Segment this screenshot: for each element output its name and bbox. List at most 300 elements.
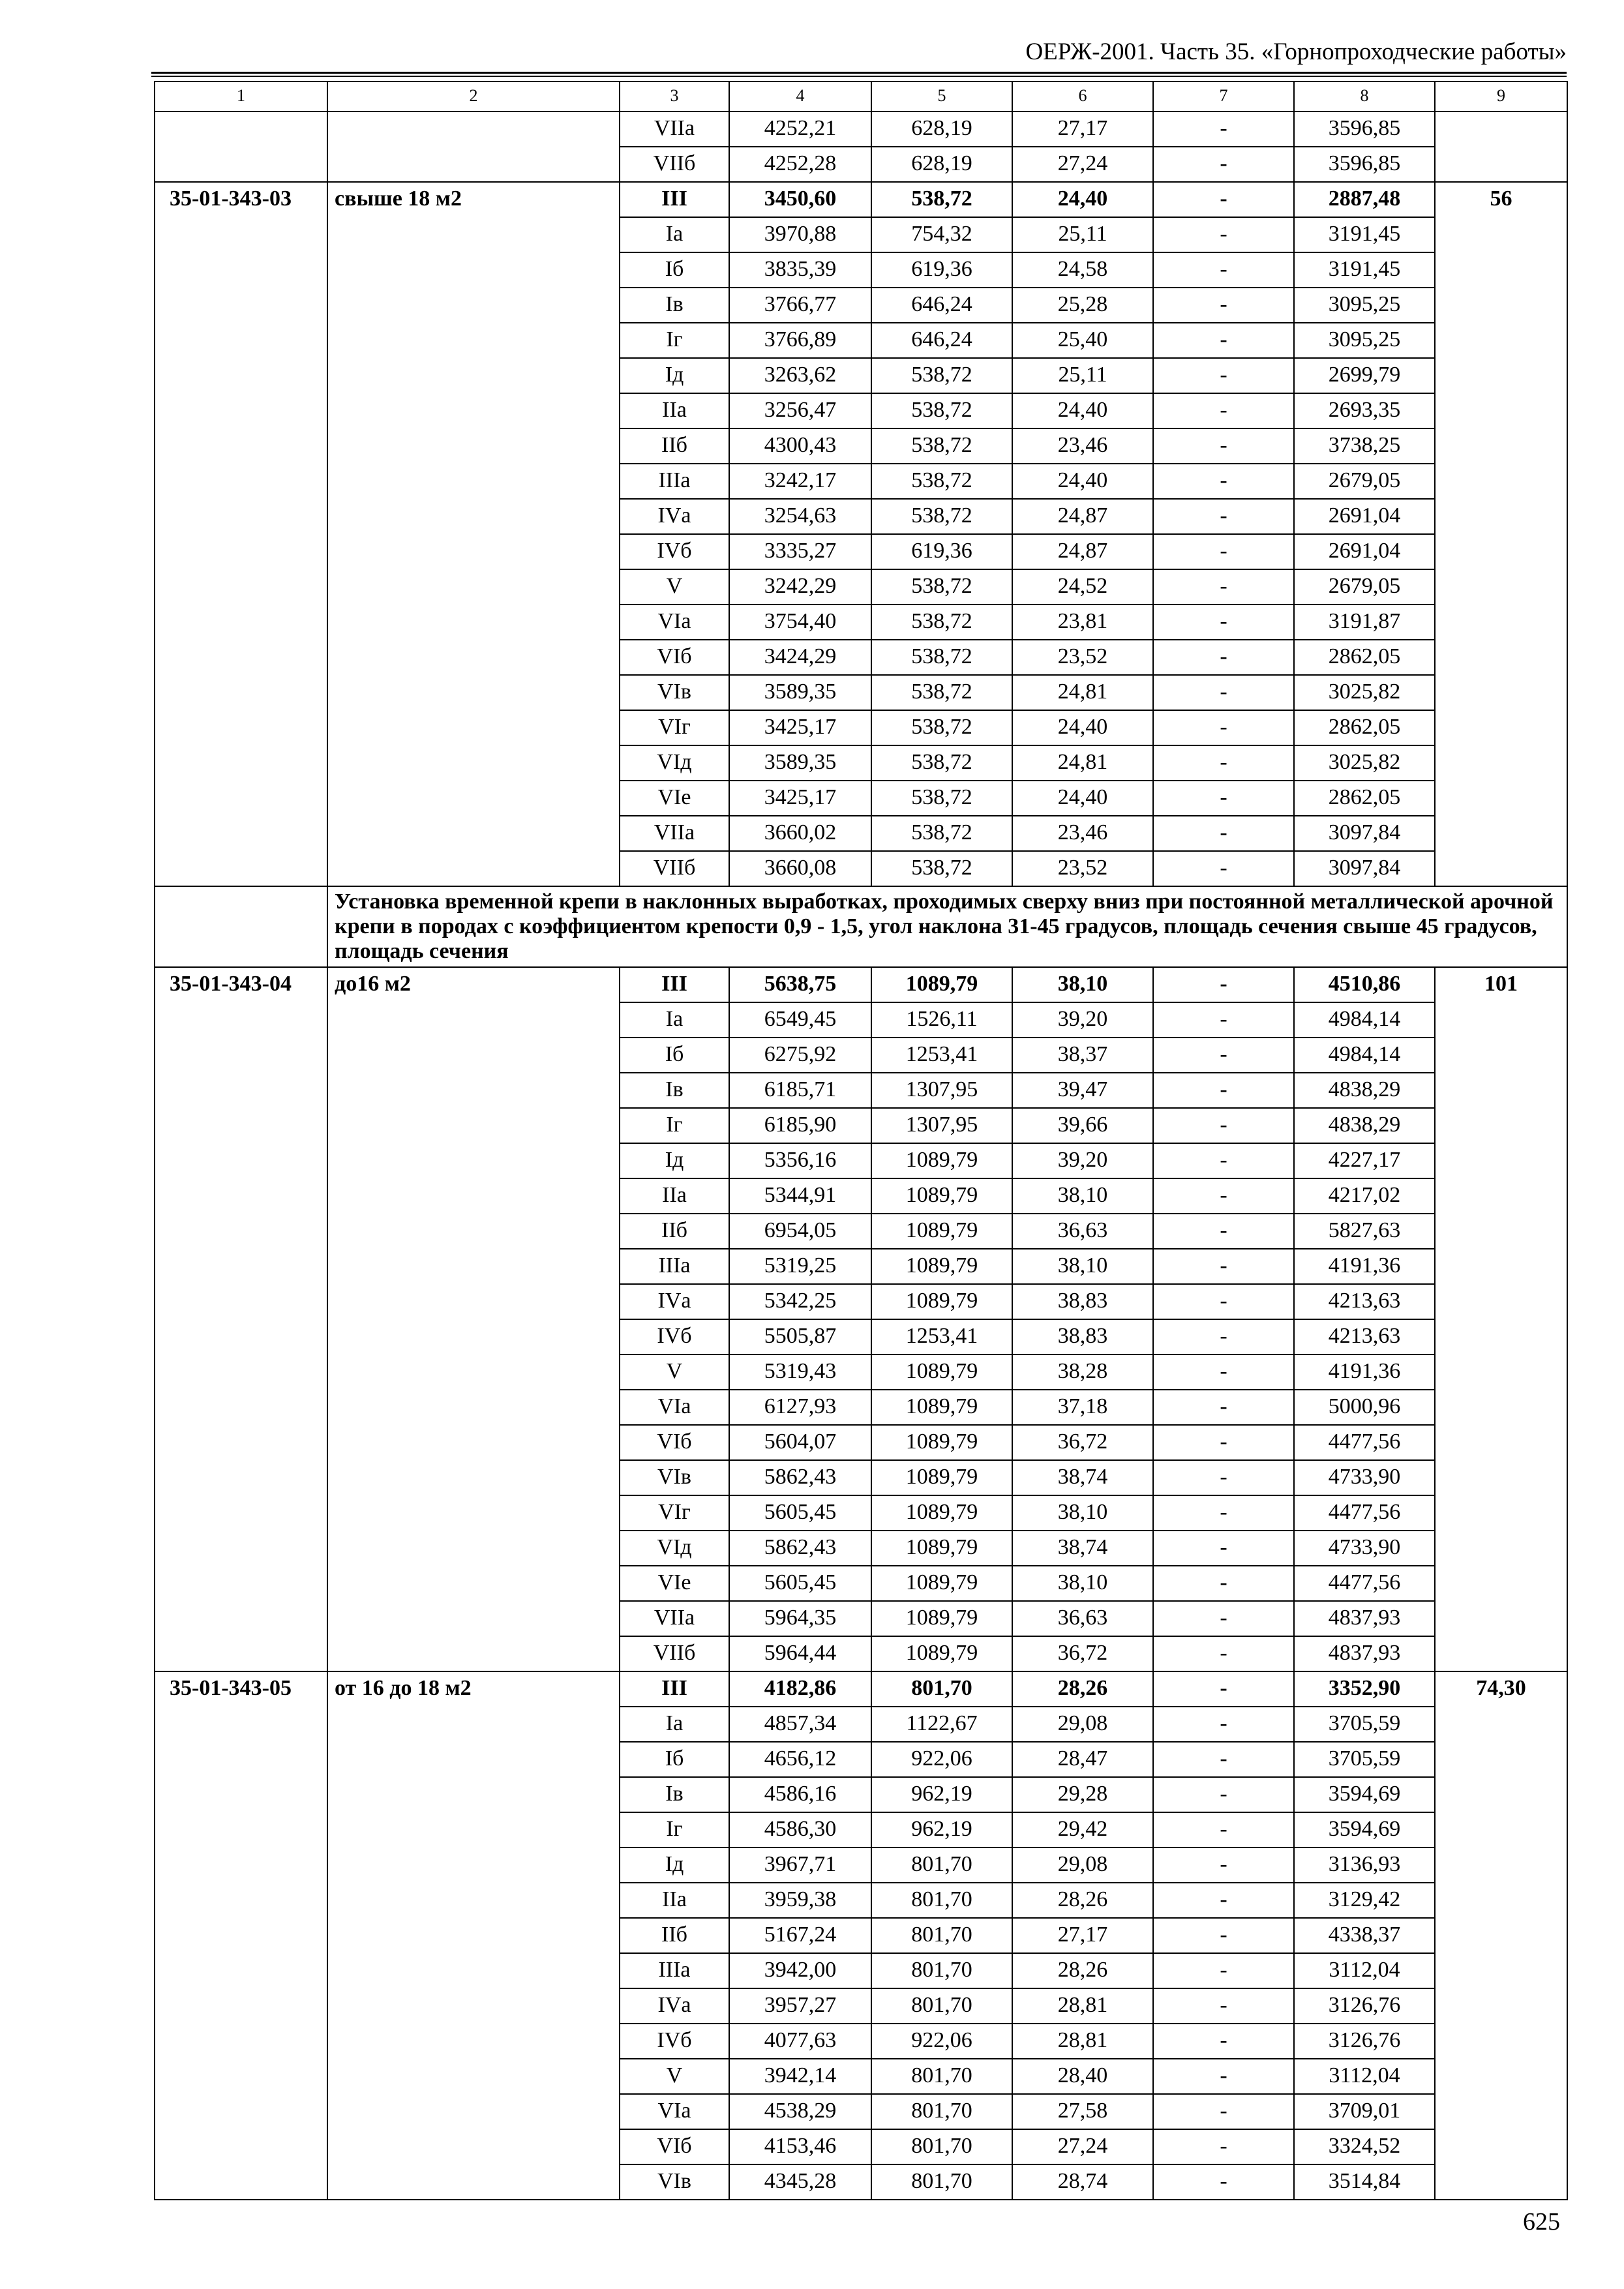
- section-blank-cell: [155, 886, 327, 967]
- class-cell: IVа: [620, 1284, 729, 1319]
- wages-cell: 801,70: [871, 1671, 1012, 1707]
- column-number-1: 1: [155, 82, 327, 112]
- materials-cell: 3324,52: [1294, 2129, 1435, 2164]
- materials-cell: 4837,93: [1294, 1636, 1435, 1671]
- materials-cell: 3097,84: [1294, 851, 1435, 886]
- total-cell: 3754,40: [729, 605, 871, 640]
- total-cell: 4077,63: [729, 2024, 871, 2059]
- materials-cell: 3025,82: [1294, 745, 1435, 781]
- class-cell: Iа: [620, 1707, 729, 1742]
- machines-cell: 27,17: [1012, 112, 1153, 147]
- machines-cell: 38,74: [1012, 1460, 1153, 1495]
- machines-cell: 36,72: [1012, 1636, 1153, 1671]
- wages-cell: 1089,79: [871, 1390, 1012, 1425]
- materials-cell: 4733,90: [1294, 1531, 1435, 1566]
- class-cell: V: [620, 2059, 729, 2094]
- machines-cell: 27,58: [1012, 2094, 1153, 2129]
- total-cell: 4538,29: [729, 2094, 871, 2129]
- driver-wages-cell: -: [1153, 1002, 1294, 1038]
- machines-cell: 24,81: [1012, 745, 1153, 781]
- total-cell: 4252,28: [729, 147, 871, 182]
- driver-wages-cell: -: [1153, 781, 1294, 816]
- driver-wages-cell: -: [1153, 2164, 1294, 2200]
- driver-wages-cell: -: [1153, 1531, 1294, 1566]
- class-cell: VIIа: [620, 112, 729, 147]
- total-cell: 4182,86: [729, 1671, 871, 1707]
- class-cell: Iв: [620, 288, 729, 323]
- driver-wages-cell: -: [1153, 1918, 1294, 1953]
- class-cell: Iа: [620, 1002, 729, 1038]
- wages-cell: 1089,79: [871, 1249, 1012, 1284]
- driver-wages-cell: -: [1153, 323, 1294, 358]
- machines-cell: 23,46: [1012, 816, 1153, 851]
- wages-cell: 962,19: [871, 1777, 1012, 1812]
- class-cell: VIд: [620, 745, 729, 781]
- materials-cell: 4477,56: [1294, 1495, 1435, 1531]
- class-cell: IIIа: [620, 1249, 729, 1284]
- rate-code: [155, 112, 327, 182]
- class-cell: VIд: [620, 1531, 729, 1566]
- machines-cell: 38,10: [1012, 1249, 1153, 1284]
- wages-cell: 801,70: [871, 1918, 1012, 1953]
- class-cell: VIа: [620, 605, 729, 640]
- materials-cell: 3126,76: [1294, 2024, 1435, 2059]
- wages-cell: 619,36: [871, 252, 1012, 288]
- driver-wages-cell: -: [1153, 1707, 1294, 1742]
- class-cell: IVб: [620, 1319, 729, 1354]
- class-cell: IIа: [620, 1883, 729, 1918]
- machines-cell: 29,42: [1012, 1812, 1153, 1848]
- wages-cell: 754,32: [871, 217, 1012, 252]
- wages-cell: 1089,79: [871, 1460, 1012, 1495]
- total-cell: 5862,43: [729, 1531, 871, 1566]
- wages-cell: 538,72: [871, 569, 1012, 605]
- rate-name: свыше 18 м2: [327, 182, 620, 886]
- class-cell: Iд: [620, 1848, 729, 1883]
- wages-cell: 801,70: [871, 2164, 1012, 2200]
- class-cell: III: [620, 967, 729, 1002]
- machines-cell: 24,40: [1012, 710, 1153, 745]
- wages-cell: 619,36: [871, 534, 1012, 569]
- wages-cell: 646,24: [871, 323, 1012, 358]
- class-cell: VIб: [620, 640, 729, 675]
- wages-cell: 538,72: [871, 675, 1012, 710]
- materials-cell: 4510,86: [1294, 967, 1435, 1002]
- materials-cell: 4984,14: [1294, 1038, 1435, 1073]
- materials-cell: 3514,84: [1294, 2164, 1435, 2200]
- machines-cell: 24,40: [1012, 182, 1153, 217]
- driver-wages-cell: -: [1153, 534, 1294, 569]
- materials-cell: 4477,56: [1294, 1425, 1435, 1460]
- table-row: [155, 967, 1567, 1002]
- materials-cell: 2679,05: [1294, 464, 1435, 499]
- class-cell: Iа: [620, 217, 729, 252]
- machines-cell: 29,08: [1012, 1848, 1153, 1883]
- wages-cell: 1307,95: [871, 1108, 1012, 1143]
- wages-cell: 538,72: [871, 781, 1012, 816]
- total-cell: 3957,27: [729, 1988, 871, 2024]
- machines-cell: 29,08: [1012, 1707, 1153, 1742]
- materials-cell: 4838,29: [1294, 1073, 1435, 1108]
- driver-wages-cell: -: [1153, 182, 1294, 217]
- total-cell: 3959,38: [729, 1883, 871, 1918]
- materials-cell: 3129,42: [1294, 1883, 1435, 1918]
- driver-wages-cell: -: [1153, 1354, 1294, 1390]
- table-row: [155, 112, 1567, 147]
- driver-wages-cell: -: [1153, 816, 1294, 851]
- materials-cell: 3738,25: [1294, 428, 1435, 464]
- total-cell: 5167,24: [729, 1918, 871, 1953]
- total-cell: 4586,30: [729, 1812, 871, 1848]
- driver-wages-cell: -: [1153, 1953, 1294, 1988]
- column-number-9: 9: [1435, 82, 1567, 112]
- driver-wages-cell: -: [1153, 710, 1294, 745]
- total-cell: 6185,90: [729, 1108, 871, 1143]
- machines-cell: 23,52: [1012, 640, 1153, 675]
- class-cell: IIб: [620, 428, 729, 464]
- machines-cell: 25,11: [1012, 217, 1153, 252]
- class-cell: VIв: [620, 675, 729, 710]
- class-cell: VIе: [620, 781, 729, 816]
- machines-cell: 38,74: [1012, 1531, 1153, 1566]
- class-cell: VIIа: [620, 1601, 729, 1636]
- driver-wages-cell: -: [1153, 640, 1294, 675]
- class-cell: VIа: [620, 1390, 729, 1425]
- rates-table: [154, 81, 1568, 2200]
- materials-cell: 3594,69: [1294, 1812, 1435, 1848]
- driver-wages-cell: -: [1153, 1425, 1294, 1460]
- rate-code: 35-01-343-03: [155, 182, 327, 886]
- driver-wages-cell: -: [1153, 1143, 1294, 1178]
- class-cell: IVа: [620, 1988, 729, 2024]
- total-cell: 6185,71: [729, 1073, 871, 1108]
- class-cell: VIIб: [620, 147, 729, 182]
- class-cell: III: [620, 1671, 729, 1707]
- wages-cell: 1089,79: [871, 1495, 1012, 1531]
- machines-cell: 28,74: [1012, 2164, 1153, 2200]
- materials-cell: 4191,36: [1294, 1354, 1435, 1390]
- driver-wages-cell: -: [1153, 288, 1294, 323]
- rate-code: 35-01-343-05: [155, 1671, 327, 2200]
- materials-cell: 3191,87: [1294, 605, 1435, 640]
- machines-cell: 24,58: [1012, 252, 1153, 288]
- machines-cell: 23,52: [1012, 851, 1153, 886]
- wages-cell: 1089,79: [871, 967, 1012, 1002]
- materials-cell: 4838,29: [1294, 1108, 1435, 1143]
- driver-wages-cell: -: [1153, 675, 1294, 710]
- total-cell: 3450,60: [729, 182, 871, 217]
- class-cell: IIIа: [620, 464, 729, 499]
- materials-cell: 3596,85: [1294, 147, 1435, 182]
- materials-cell: 4217,02: [1294, 1178, 1435, 1214]
- materials-cell: 2693,35: [1294, 393, 1435, 428]
- machines-cell: 28,81: [1012, 1988, 1153, 2024]
- column-number-row: [155, 82, 1567, 112]
- machines-cell: 38,28: [1012, 1354, 1153, 1390]
- wages-cell: 801,70: [871, 1988, 1012, 2024]
- materials-cell: 4191,36: [1294, 1249, 1435, 1284]
- class-cell: Iб: [620, 1742, 729, 1777]
- materials-cell: 4477,56: [1294, 1566, 1435, 1601]
- table-row: [155, 1671, 1567, 1707]
- materials-cell: 4213,63: [1294, 1319, 1435, 1354]
- driver-wages-cell: -: [1153, 1108, 1294, 1143]
- total-cell: 3967,71: [729, 1848, 871, 1883]
- rate-name: [327, 112, 620, 182]
- driver-wages-cell: -: [1153, 605, 1294, 640]
- wages-cell: 538,72: [871, 393, 1012, 428]
- materials-cell: 3705,59: [1294, 1742, 1435, 1777]
- materials-cell: 4213,63: [1294, 1284, 1435, 1319]
- machines-cell: 38,83: [1012, 1319, 1153, 1354]
- column-number-6: 6: [1012, 82, 1153, 112]
- labor-cost-cell: [1435, 112, 1567, 182]
- wages-cell: 1122,67: [871, 1707, 1012, 1742]
- total-cell: 4345,28: [729, 2164, 871, 2200]
- driver-wages-cell: -: [1153, 2129, 1294, 2164]
- machines-cell: 24,40: [1012, 464, 1153, 499]
- class-cell: VIг: [620, 1495, 729, 1531]
- materials-cell: 3025,82: [1294, 675, 1435, 710]
- class-cell: Iг: [620, 1108, 729, 1143]
- total-cell: 4586,16: [729, 1777, 871, 1812]
- machines-cell: 27,24: [1012, 147, 1153, 182]
- class-cell: VIIб: [620, 1636, 729, 1671]
- class-cell: Iв: [620, 1777, 729, 1812]
- header-rule-top: [151, 72, 1567, 74]
- driver-wages-cell: -: [1153, 393, 1294, 428]
- materials-cell: 3705,59: [1294, 1707, 1435, 1742]
- driver-wages-cell: -: [1153, 217, 1294, 252]
- wages-cell: 801,70: [871, 1848, 1012, 1883]
- total-cell: 3424,29: [729, 640, 871, 675]
- driver-wages-cell: -: [1153, 428, 1294, 464]
- machines-cell: 24,87: [1012, 534, 1153, 569]
- wages-cell: 1089,79: [871, 1214, 1012, 1249]
- wages-cell: 538,72: [871, 851, 1012, 886]
- materials-cell: 3095,25: [1294, 288, 1435, 323]
- wages-cell: 538,72: [871, 464, 1012, 499]
- total-cell: 5605,45: [729, 1495, 871, 1531]
- total-cell: 6549,45: [729, 1002, 871, 1038]
- total-cell: 4252,21: [729, 112, 871, 147]
- wages-cell: 922,06: [871, 1742, 1012, 1777]
- materials-cell: 4338,37: [1294, 1918, 1435, 1953]
- total-cell: 3766,89: [729, 323, 871, 358]
- total-cell: 4153,46: [729, 2129, 871, 2164]
- driver-wages-cell: -: [1153, 1988, 1294, 2024]
- total-cell: 5342,25: [729, 1284, 871, 1319]
- machines-cell: 38,10: [1012, 1495, 1153, 1531]
- materials-cell: 3596,85: [1294, 112, 1435, 147]
- driver-wages-cell: -: [1153, 112, 1294, 147]
- machines-cell: 38,10: [1012, 967, 1153, 1002]
- wages-cell: 801,70: [871, 1953, 1012, 1988]
- wages-cell: 538,72: [871, 816, 1012, 851]
- materials-cell: 3112,04: [1294, 1953, 1435, 1988]
- total-cell: 3256,47: [729, 393, 871, 428]
- class-cell: Iв: [620, 1073, 729, 1108]
- machines-cell: 23,81: [1012, 605, 1153, 640]
- driver-wages-cell: -: [1153, 147, 1294, 182]
- total-cell: 3766,77: [729, 288, 871, 323]
- labor-cost-cell: 74,30: [1435, 1671, 1567, 2200]
- driver-wages-cell: -: [1153, 2059, 1294, 2094]
- materials-cell: 3191,45: [1294, 252, 1435, 288]
- machines-cell: 38,10: [1012, 1566, 1153, 1601]
- total-cell: 3589,35: [729, 745, 871, 781]
- materials-cell: 2679,05: [1294, 569, 1435, 605]
- wages-cell: 1089,79: [871, 1566, 1012, 1601]
- total-cell: 3660,02: [729, 816, 871, 851]
- materials-cell: 2691,04: [1294, 534, 1435, 569]
- section-heading: Установка временной крепи в наклонных выработках, проходимых сверху вниз при постоянной металлической арочной крепи в породах с коэффициентом крепости 0,9 - 1,5, угол наклона 31-45 градусов, площадь сечения свыше 45 градусов, площадь сечения: [327, 886, 1567, 967]
- driver-wages-cell: -: [1153, 252, 1294, 288]
- machines-cell: 39,47: [1012, 1073, 1153, 1108]
- machines-cell: 28,26: [1012, 1953, 1153, 1988]
- wages-cell: 1089,79: [871, 1178, 1012, 1214]
- labor-cost-cell: 56: [1435, 182, 1567, 886]
- machines-cell: 24,52: [1012, 569, 1153, 605]
- wages-cell: 801,70: [871, 2059, 1012, 2094]
- total-cell: 3970,88: [729, 217, 871, 252]
- driver-wages-cell: -: [1153, 1777, 1294, 1812]
- total-cell: 3835,39: [729, 252, 871, 288]
- wages-cell: 1526,11: [871, 1002, 1012, 1038]
- total-cell: 5604,07: [729, 1425, 871, 1460]
- wages-cell: 922,06: [871, 2024, 1012, 2059]
- driver-wages-cell: -: [1153, 1495, 1294, 1531]
- machines-cell: 28,26: [1012, 1671, 1153, 1707]
- driver-wages-cell: -: [1153, 967, 1294, 1002]
- wages-cell: 962,19: [871, 1812, 1012, 1848]
- class-cell: VIг: [620, 710, 729, 745]
- driver-wages-cell: -: [1153, 851, 1294, 886]
- total-cell: 3254,63: [729, 499, 871, 534]
- materials-cell: 3095,25: [1294, 323, 1435, 358]
- machines-cell: 27,24: [1012, 2129, 1153, 2164]
- header-rule-bottom: [151, 76, 1567, 77]
- class-cell: IVб: [620, 2024, 729, 2059]
- class-cell: IIб: [620, 1918, 729, 1953]
- total-cell: 5638,75: [729, 967, 871, 1002]
- materials-cell: 3709,01: [1294, 2094, 1435, 2129]
- driver-wages-cell: -: [1153, 1566, 1294, 1601]
- driver-wages-cell: -: [1153, 1073, 1294, 1108]
- driver-wages-cell: -: [1153, 1742, 1294, 1777]
- materials-cell: 2862,05: [1294, 781, 1435, 816]
- wages-cell: 1089,79: [871, 1531, 1012, 1566]
- machines-cell: 28,81: [1012, 2024, 1153, 2059]
- class-cell: VIа: [620, 2094, 729, 2129]
- class-cell: V: [620, 569, 729, 605]
- machines-cell: 28,47: [1012, 1742, 1153, 1777]
- materials-cell: 2699,79: [1294, 358, 1435, 393]
- wages-cell: 1089,79: [871, 1636, 1012, 1671]
- wages-cell: 1307,95: [871, 1073, 1012, 1108]
- class-cell: Iг: [620, 1812, 729, 1848]
- wages-cell: 538,72: [871, 710, 1012, 745]
- materials-cell: 4837,93: [1294, 1601, 1435, 1636]
- wages-cell: 1253,41: [871, 1038, 1012, 1073]
- column-number-5: 5: [871, 82, 1012, 112]
- column-number-2: 2: [327, 82, 620, 112]
- class-cell: VIв: [620, 1460, 729, 1495]
- machines-cell: 39,20: [1012, 1002, 1153, 1038]
- class-cell: V: [620, 1354, 729, 1390]
- total-cell: 3335,27: [729, 534, 871, 569]
- wages-cell: 538,72: [871, 745, 1012, 781]
- class-cell: VIIб: [620, 851, 729, 886]
- driver-wages-cell: -: [1153, 745, 1294, 781]
- column-number-8: 8: [1294, 82, 1435, 112]
- machines-cell: 24,40: [1012, 393, 1153, 428]
- materials-cell: 3191,45: [1294, 217, 1435, 252]
- class-cell: IIб: [620, 1214, 729, 1249]
- machines-cell: 25,40: [1012, 323, 1153, 358]
- materials-cell: 2691,04: [1294, 499, 1435, 534]
- machines-cell: 25,11: [1012, 358, 1153, 393]
- class-cell: VIе: [620, 1566, 729, 1601]
- total-cell: 5505,87: [729, 1319, 871, 1354]
- total-cell: 5319,25: [729, 1249, 871, 1284]
- wages-cell: 538,72: [871, 605, 1012, 640]
- machines-cell: 28,40: [1012, 2059, 1153, 2094]
- wages-cell: 538,72: [871, 428, 1012, 464]
- machines-cell: 38,83: [1012, 1284, 1153, 1319]
- rate-code: 35-01-343-04: [155, 967, 327, 1671]
- driver-wages-cell: -: [1153, 358, 1294, 393]
- total-cell: 5964,44: [729, 1636, 871, 1671]
- driver-wages-cell: -: [1153, 2094, 1294, 2129]
- class-cell: VIв: [620, 2164, 729, 2200]
- machines-cell: 27,17: [1012, 1918, 1153, 1953]
- machines-cell: 29,28: [1012, 1777, 1153, 1812]
- driver-wages-cell: -: [1153, 1390, 1294, 1425]
- total-cell: 3242,17: [729, 464, 871, 499]
- wages-cell: 801,70: [871, 2094, 1012, 2129]
- class-cell: Iб: [620, 1038, 729, 1073]
- class-cell: IVа: [620, 499, 729, 534]
- total-cell: 5344,91: [729, 1178, 871, 1214]
- machines-cell: 37,18: [1012, 1390, 1153, 1425]
- wages-cell: 1089,79: [871, 1354, 1012, 1390]
- materials-cell: 2862,05: [1294, 710, 1435, 745]
- driver-wages-cell: -: [1153, 464, 1294, 499]
- class-cell: VIб: [620, 1425, 729, 1460]
- machines-cell: 36,72: [1012, 1425, 1153, 1460]
- materials-cell: 3126,76: [1294, 1988, 1435, 2024]
- machines-cell: 36,63: [1012, 1601, 1153, 1636]
- wages-cell: 538,72: [871, 358, 1012, 393]
- driver-wages-cell: -: [1153, 1848, 1294, 1883]
- materials-cell: 3112,04: [1294, 2059, 1435, 2094]
- total-cell: 5605,45: [729, 1566, 871, 1601]
- materials-cell: 4984,14: [1294, 1002, 1435, 1038]
- labor-cost-cell: 101: [1435, 967, 1567, 1671]
- wages-cell: 1089,79: [871, 1601, 1012, 1636]
- machines-cell: 38,37: [1012, 1038, 1153, 1073]
- class-cell: Iд: [620, 1143, 729, 1178]
- wages-cell: 1089,79: [871, 1284, 1012, 1319]
- total-cell: 4857,34: [729, 1707, 871, 1742]
- rate-name: до16 м2: [327, 967, 620, 1671]
- table-row: [155, 182, 1567, 217]
- machines-cell: 38,10: [1012, 1178, 1153, 1214]
- total-cell: 5356,16: [729, 1143, 871, 1178]
- materials-cell: 4227,17: [1294, 1143, 1435, 1178]
- total-cell: 4300,43: [729, 428, 871, 464]
